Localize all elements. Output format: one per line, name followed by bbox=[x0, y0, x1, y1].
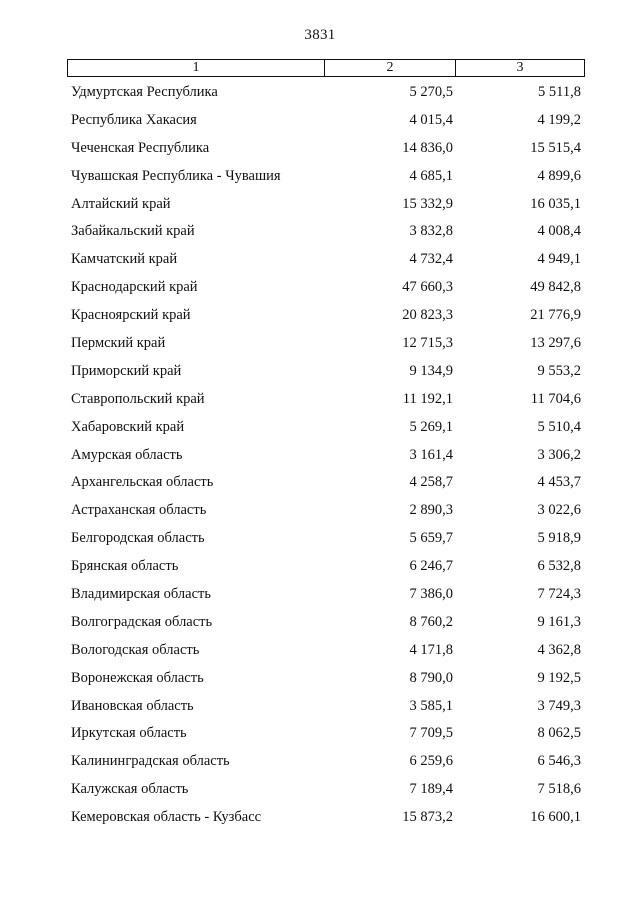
region-name: Амурская область bbox=[71, 446, 183, 463]
value-column-3: 9 161,3 bbox=[537, 613, 581, 630]
value-column-3: 9 192,5 bbox=[537, 669, 581, 686]
value-column-3: 3 749,3 bbox=[537, 697, 581, 714]
table-row bbox=[0, 696, 640, 724]
table-row bbox=[0, 584, 640, 612]
region-name: Вологодская область bbox=[71, 641, 200, 658]
region-name: Ивановская область bbox=[71, 697, 194, 714]
value-column-2: 4 732,4 bbox=[409, 251, 453, 268]
table-row bbox=[0, 249, 640, 277]
value-column-3: 4 199,2 bbox=[537, 111, 581, 128]
value-column-3: 15 515,4 bbox=[530, 139, 581, 156]
region-name: Калининградская область bbox=[71, 753, 230, 770]
value-column-2: 2 890,3 bbox=[409, 502, 453, 519]
value-column-3: 7 724,3 bbox=[537, 586, 581, 603]
value-column-2: 47 660,3 bbox=[402, 279, 453, 296]
region-name: Алтайский край bbox=[71, 195, 171, 212]
value-column-3: 11 704,6 bbox=[530, 390, 581, 407]
table-row bbox=[0, 612, 640, 640]
value-column-3: 4 949,1 bbox=[537, 251, 581, 268]
value-column-2: 11 192,1 bbox=[402, 390, 453, 407]
value-column-2: 3 161,4 bbox=[409, 446, 453, 463]
value-column-2: 6 259,6 bbox=[409, 753, 453, 770]
value-column-2: 8 760,2 bbox=[409, 613, 453, 630]
region-name: Кемеровская область - Кузбасс bbox=[71, 809, 262, 826]
value-column-2: 3 832,8 bbox=[409, 223, 453, 240]
table-row bbox=[0, 668, 640, 696]
value-column-2: 5 659,7 bbox=[409, 530, 453, 547]
value-column-3: 6 546,3 bbox=[537, 753, 581, 770]
value-column-2: 14 836,0 bbox=[402, 139, 453, 156]
table-row bbox=[0, 138, 640, 166]
table-row bbox=[0, 723, 640, 751]
value-column-3: 16 035,1 bbox=[530, 195, 581, 212]
table-body bbox=[0, 82, 640, 835]
region-name: Брянская область bbox=[71, 558, 179, 575]
value-column-3: 8 062,5 bbox=[537, 725, 581, 742]
value-column-3: 5 511,8 bbox=[538, 84, 581, 100]
table-row bbox=[0, 751, 640, 779]
value-column-2: 4 685,1 bbox=[409, 167, 453, 184]
table-row bbox=[0, 333, 640, 361]
table-row bbox=[0, 305, 640, 333]
value-column-2: 15 873,2 bbox=[402, 809, 453, 826]
table-row bbox=[0, 82, 640, 110]
value-column-2: 20 823,3 bbox=[402, 307, 453, 324]
region-name: Камчатский край bbox=[71, 251, 178, 268]
region-name: Иркутская область bbox=[71, 725, 187, 742]
table-row bbox=[0, 277, 640, 305]
table-row bbox=[0, 500, 640, 528]
value-column-3: 4 008,4 bbox=[537, 223, 581, 240]
value-column-2: 7 189,4 bbox=[409, 781, 453, 798]
value-column-3: 9 553,2 bbox=[537, 362, 581, 379]
table-header bbox=[67, 59, 585, 77]
value-column-2: 4 258,7 bbox=[409, 474, 453, 491]
region-name: Архангельская область bbox=[71, 474, 214, 491]
value-column-2: 7 386,0 bbox=[409, 586, 453, 603]
value-column-2: 4 171,8 bbox=[409, 641, 453, 658]
region-name: Забайкальский край bbox=[71, 223, 195, 240]
value-column-3: 4 453,7 bbox=[537, 474, 581, 491]
value-column-2: 6 246,7 bbox=[409, 558, 453, 575]
table-row bbox=[0, 807, 640, 835]
table-row bbox=[0, 194, 640, 222]
value-column-3: 5 510,4 bbox=[537, 418, 581, 435]
value-column-3: 4 362,8 bbox=[537, 641, 581, 658]
table-row bbox=[0, 472, 640, 500]
region-name: Красноярский край bbox=[71, 307, 191, 324]
region-name: Приморский край bbox=[71, 362, 182, 379]
column-header-1: 1 bbox=[68, 60, 325, 76]
table-row bbox=[0, 110, 640, 138]
value-column-2: 12 715,3 bbox=[402, 335, 453, 352]
region-name: Астраханская область bbox=[71, 502, 207, 519]
table-row bbox=[0, 528, 640, 556]
region-name: Краснодарский край bbox=[71, 279, 198, 296]
table-row bbox=[0, 166, 640, 194]
region-name: Владимирская область bbox=[71, 586, 211, 603]
region-name: Чувашская Республика - Чувашия bbox=[71, 167, 281, 184]
region-name: Чеченская Республика bbox=[71, 139, 210, 156]
column-header-3: 3 bbox=[516, 60, 524, 75]
value-column-3: 49 842,8 bbox=[530, 279, 581, 296]
table-row bbox=[0, 361, 640, 389]
value-column-2: 4 015,4 bbox=[409, 111, 453, 128]
value-column-3: 3 022,6 bbox=[537, 502, 581, 519]
table-row bbox=[0, 221, 640, 249]
value-column-2: 5 269,1 bbox=[409, 418, 453, 435]
region-name: Белгородская область bbox=[71, 530, 205, 547]
value-column-3: 4 899,6 bbox=[537, 167, 581, 184]
table-row bbox=[0, 556, 640, 584]
value-column-2: 9 134,9 bbox=[409, 362, 453, 379]
value-column-2: 8 790,0 bbox=[409, 669, 453, 686]
value-column-2: 15 332,9 bbox=[402, 195, 453, 212]
value-column-2: 5 270,5 bbox=[409, 84, 453, 100]
value-column-3: 5 918,9 bbox=[537, 530, 581, 547]
value-column-3: 16 600,1 bbox=[530, 809, 581, 826]
region-name: Калужская область bbox=[71, 781, 189, 798]
region-name: Ставропольский край bbox=[71, 390, 205, 407]
table-row bbox=[0, 640, 640, 668]
region-name: Хабаровский край bbox=[71, 418, 185, 435]
column-header-2: 2 bbox=[325, 60, 456, 76]
value-column-3: 6 532,8 bbox=[537, 558, 581, 575]
region-name: Волгоградская область bbox=[71, 613, 213, 630]
table-row bbox=[0, 417, 640, 445]
region-name: Удмуртская Республика bbox=[71, 84, 218, 100]
table-row bbox=[0, 779, 640, 807]
value-column-2: 7 709,5 bbox=[409, 725, 453, 742]
region-name: Воронежская область bbox=[71, 669, 204, 686]
region-name: Пермский край bbox=[71, 335, 166, 352]
table-row bbox=[0, 445, 640, 473]
table-row bbox=[0, 389, 640, 417]
value-column-3: 3 306,2 bbox=[537, 446, 581, 463]
value-column-3: 21 776,9 bbox=[530, 307, 581, 324]
value-column-3: 13 297,6 bbox=[530, 335, 581, 352]
region-name: Республика Хакасия bbox=[71, 111, 197, 128]
value-column-2: 3 585,1 bbox=[409, 697, 453, 714]
page-number: 3831 bbox=[304, 27, 336, 43]
value-column-3: 7 518,6 bbox=[537, 781, 581, 798]
